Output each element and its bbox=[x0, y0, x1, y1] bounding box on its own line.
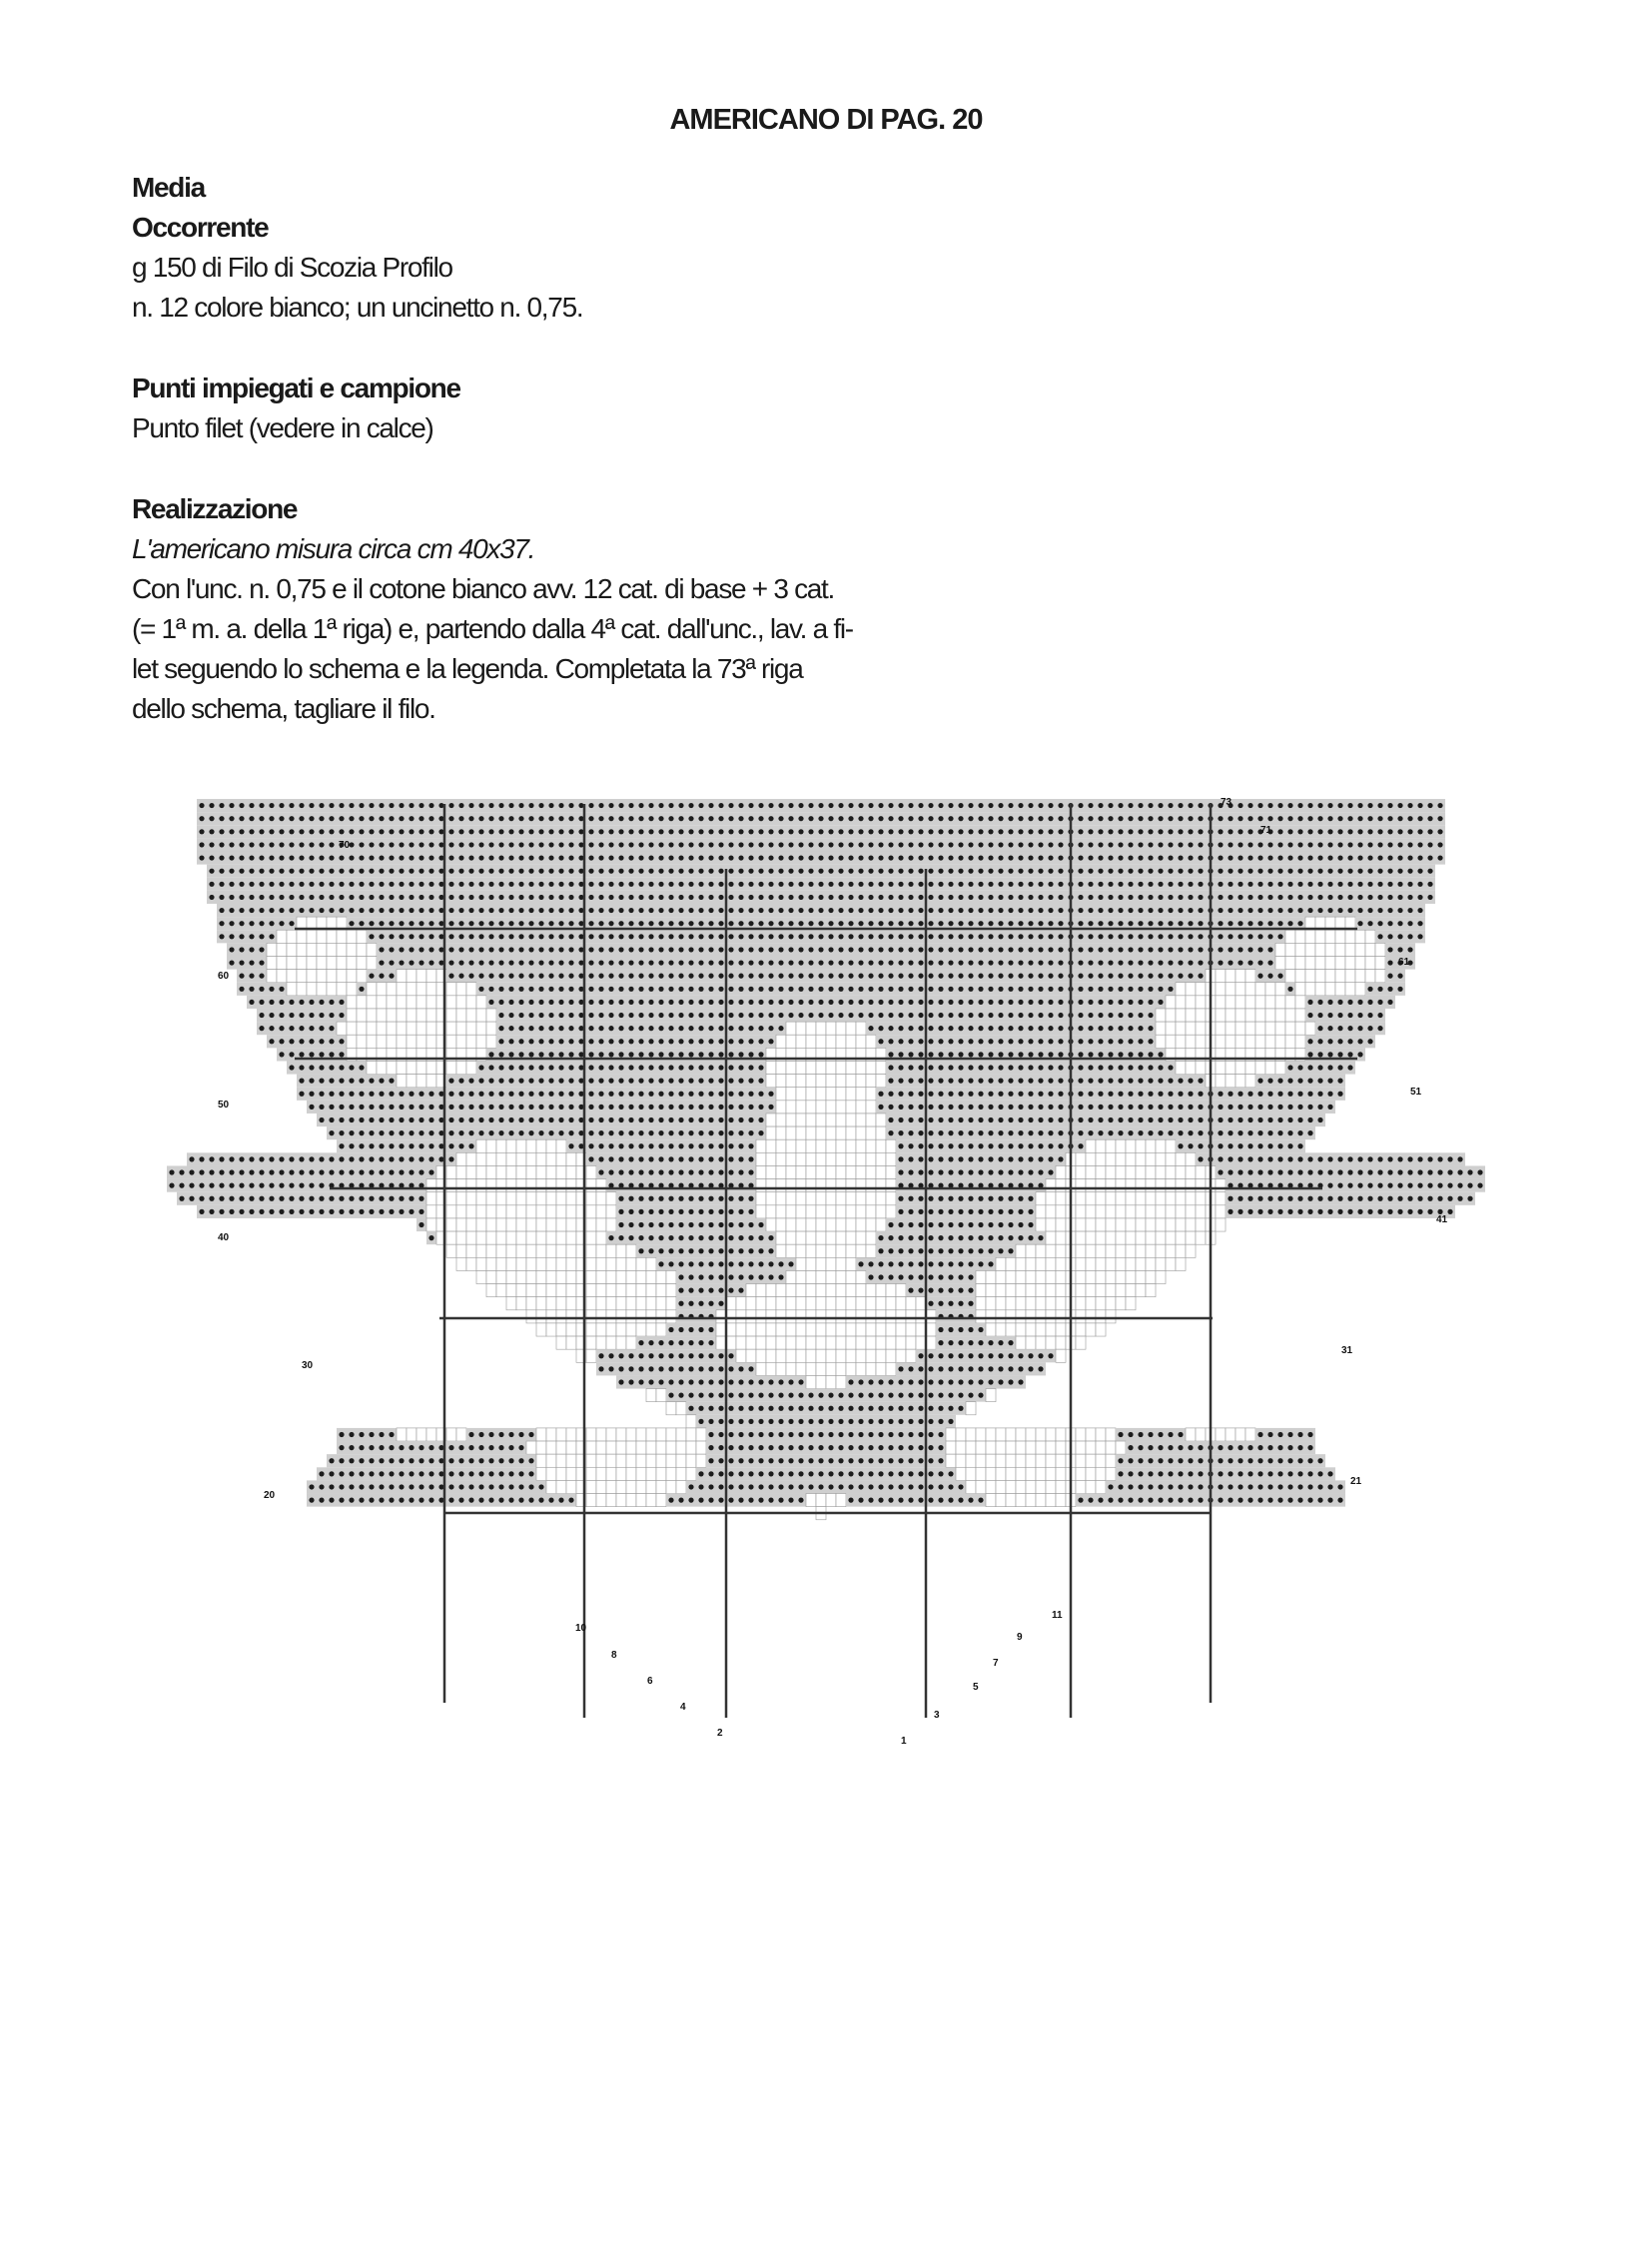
row-label-right: 41 bbox=[1436, 1214, 1448, 1225]
making-heading: Realizzazione bbox=[132, 493, 298, 524]
row-label-right: 7 bbox=[993, 1658, 999, 1669]
stitches-text: Punto filet (vedere in calce) bbox=[132, 412, 433, 443]
page-title: AMERICANO DI PAG. 20 bbox=[669, 104, 983, 136]
making-line-4: dello schema, tagliare il filo. bbox=[132, 693, 435, 724]
row-label-right: 51 bbox=[1410, 1087, 1422, 1098]
row-label-left: 8 bbox=[611, 1650, 617, 1661]
materials-heading: Occorrente bbox=[132, 212, 269, 243]
chart-cells bbox=[167, 799, 1485, 1520]
row-label-right: 1 bbox=[901, 1736, 907, 1747]
row-label-right: 21 bbox=[1350, 1476, 1362, 1487]
row-label-right: 5 bbox=[973, 1682, 979, 1693]
row-label-right: 31 bbox=[1341, 1345, 1353, 1356]
stitches-heading: Punti impiegati e campione bbox=[132, 373, 460, 403]
materials-line-1: g 150 di Filo di Scozia Profilo bbox=[132, 252, 452, 283]
row-label-left: 50 bbox=[218, 1100, 230, 1111]
row-label-left: 20 bbox=[264, 1490, 276, 1501]
level-heading: Media bbox=[132, 172, 205, 203]
row-label-right: 73 bbox=[1221, 797, 1233, 808]
making-line-2: (= 1ª m. a. della 1ª riga) e, partendo dalla 4ª cat. dall'unc., lav. a fi- bbox=[132, 613, 853, 644]
row-label-left: 60 bbox=[218, 971, 230, 982]
making-line-1: Con l'unc. n. 0,75 e il cotone bianco avv. 12 cat. di base + 3 cat. bbox=[132, 573, 834, 604]
row-label-left: 30 bbox=[302, 1360, 314, 1371]
making-line-3: let seguendo lo schema e la legenda. Completata la 73ª riga bbox=[132, 653, 803, 684]
row-label-left: 4 bbox=[680, 1702, 686, 1713]
row-label-right: 9 bbox=[1017, 1632, 1023, 1643]
row-label-right: 61 bbox=[1398, 957, 1410, 968]
row-label-left: 70 bbox=[339, 840, 351, 851]
materials-line-2: n. 12 colore bianco; un uncinetto n. 0,75. bbox=[132, 292, 583, 323]
making-size: L'americano misura circa cm 40x37. bbox=[132, 533, 535, 564]
row-label-left: 10 bbox=[575, 1623, 587, 1634]
row-label-right: 71 bbox=[1260, 825, 1272, 836]
row-label-left: 6 bbox=[647, 1676, 653, 1687]
row-label-left: 40 bbox=[218, 1232, 230, 1243]
row-label-left: 2 bbox=[717, 1728, 723, 1739]
row-label-right: 3 bbox=[934, 1710, 940, 1721]
row-label-right: 11 bbox=[1052, 1610, 1063, 1621]
